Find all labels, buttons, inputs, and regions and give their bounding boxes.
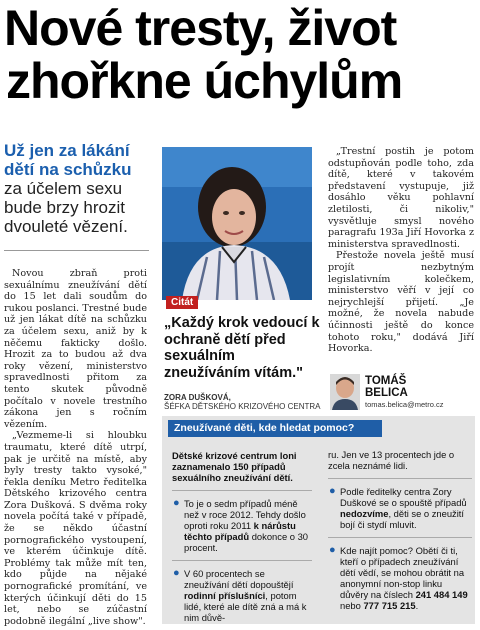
bullet-icon: ● <box>329 544 336 556</box>
author-name <box>365 375 408 399</box>
info-box-column-1 <box>172 450 312 630</box>
article-paragraph: Novou zbraň proti sexuálnímu zneužívání dětí do 15 let dali soudům do rukou poslanci. Trestné bude už jen lákat dítě na schůzku za účelem sexu, aniž by k něčemu fakticky došlo. Hrozit za to budou až dva roky vězení, ministerstvo spravedlnosti přitom za tento skutek původně počítalo v novele trestního zákona jen s ročním vězením. <box>4 268 147 430</box>
info-divider <box>328 537 472 538</box>
info-item: ● Podle ředitelky centra Zory Duškové se o spouště případů nedozvíme, děti se o zneužití bojí či stydí mluvit. <box>329 485 467 530</box>
info-divider <box>328 478 472 479</box>
info-item: ● V 60 procentech se zneužívání dětí dopouštějí rodinní příslušníci, potom lidé, které ale dítě zná a má k nim důvě- <box>173 567 307 623</box>
author-first-name: TOMÁŠ <box>365 375 407 387</box>
info-item: ● To je o sedm případů méně než v roce 2012. Tehdy došlo oproti roku 2011 k nárůstu těchto případů dokonce o 30 procent. <box>173 497 309 553</box>
info-divider <box>172 560 312 561</box>
author-avatar <box>330 374 360 410</box>
bullet-icon: ● <box>173 567 180 579</box>
bullet-icon: ● <box>173 497 180 509</box>
author-email[interactable]: tomas.belica@metro.cz <box>365 400 444 409</box>
info-box-title: Zneužívané děti, kde hledat pomoc? <box>168 420 382 437</box>
portrait-photo <box>162 147 312 300</box>
quote-attribution <box>164 393 329 411</box>
headline <box>4 2 478 108</box>
article-column-1 <box>4 268 147 627</box>
lead-highlight: Už jen za lákání dětí na schůzku <box>4 141 132 179</box>
bullet-icon: ● <box>329 485 336 497</box>
article-column-3 <box>328 146 474 355</box>
quote-role: ŠÉFKA DĚTSKÉHO KRIZOVÉHO CENTRA <box>164 402 321 411</box>
article-paragraph: „Vezmeme-li si hloubku traumatu, které dítě utrpí, pak je určitě na místě, aby byly tresty takto vysoké," řekla deníku Metro ředitelka Dětského krizového centra Zora Dušková. S dvěma roky novela počítá také v případě, že se někdo účastní pornografického vystoupení, ve kterém účinkuje dítě. Problémy tak může mít ten, kdo půjde na nějaké pornografické promítání, ve kterých účinkují děti do 15 let, nebo se zúčastní podobně ilegální „live show". <box>4 430 147 627</box>
info-divider <box>172 490 312 491</box>
author-avatar-image <box>330 374 360 410</box>
info-item: ● Kde najít pomoc? Obětí či ti, kteří o případech zneužívání dětí vědí, se mohou obrátit na anonymní non-stop linku důvěry na číslech 241 484 149 nebo 777 715 215. <box>329 544 468 611</box>
info-box-column-2 <box>328 449 472 618</box>
quote-tag: Citát <box>166 296 198 309</box>
quote-name: ZORA DUŠKOVÁ, <box>164 393 231 402</box>
pull-quote: „Každý krok vedoucí k ochraně dětí před sexuálním zneužíváním vítám." <box>164 315 320 381</box>
headline-line-2: zhořkne úchylům <box>6 53 403 109</box>
info-continuation: ru. Jen ve 13 procentech jde o zcela neznámé lidi. <box>328 449 455 471</box>
lead-divider <box>4 250 149 251</box>
portrait-image <box>162 147 312 300</box>
lead-paragraph <box>4 141 149 236</box>
author-last-name: BELICA <box>365 387 408 399</box>
article-paragraph: Přestože novela ještě musí projít nezbytným legislativním kolečkem, ministerstvo věří v její co nejrychlejší přijetí. „Je možné, že novela nabude účinnosti ještě do konce tohoto roku," dodává Jiří Hovorka. <box>328 250 474 355</box>
lead-rest: za účelem sexu bude brzy hrozit dvouleté vězení. <box>4 179 128 236</box>
info-intro: Dětské krizové centrum loni zaznamenalo 150 případů sexuálního zneužívání dětí. <box>172 450 297 483</box>
headline-line-1: Nové tresty, život <box>4 0 397 56</box>
article-paragraph: „Trestní postih je potom odstupňován podle toho, zda dítě, které v takovém představení vystupuje, již dosáhlo věku pohlavní zletilosti, či nikoliv," vysvětluje smysl nového paragrafu 193a Jiří Hovorka z ministerstva spravedlnosti. <box>328 146 474 250</box>
